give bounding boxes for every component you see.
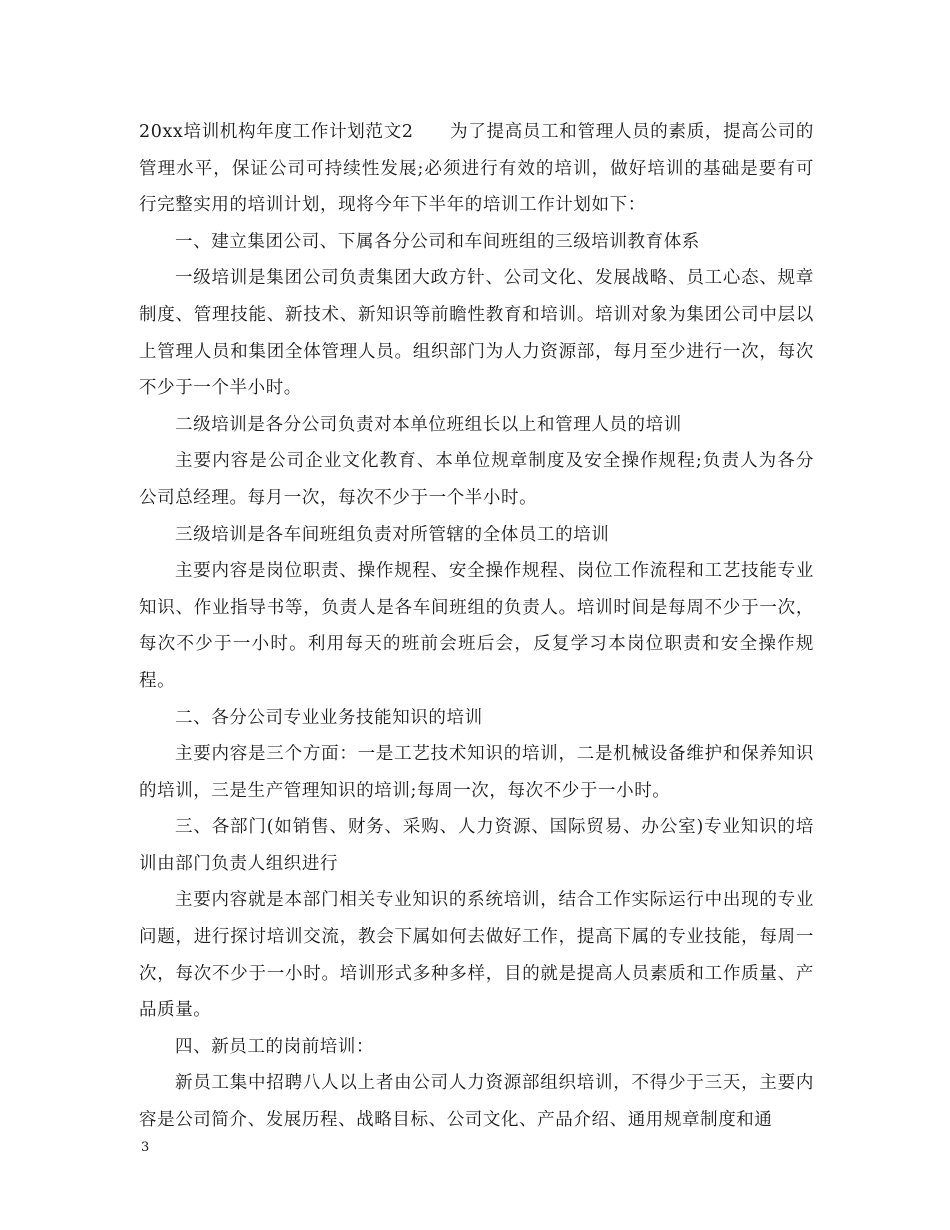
section-heading-4: 四、新员工的岗前培训：: [175, 1036, 375, 1057]
body-paragraph: 一级培训是集团公司负责集团大政方针、公司文化、发展战略、员工心态、规章制度、管理技能、新技术、新知识等前瞻性教育和培训。培训对象为集团公司中层以上管理人员和集团全体管理人员。组织部门为人力资源部，每月至少进行一次，每次不少于一个半小时。: [139, 268, 814, 399]
page-number: 3: [141, 1140, 150, 1155]
body-paragraph: 主要内容是三个方面：一是工艺技术知识的培训，二是机械设备维护和保养知识的培训，三是生产管理知识的培训;每周一次，每次不少于一小时。: [139, 744, 814, 801]
section-heading-3: 三、各部门(如销售、财务、采购、人力资源、国际贸易、办公室)专业知识的培训由部门负责人组织进行: [139, 817, 814, 874]
body-paragraph: 主要内容就是本部门相关专业知识的系统培训，结合工作实际运行中出现的专业问题，进行探讨培训交流，教会下属如何去做好工作，提高下属的专业技能，每周一次，每次不少于一小时。培训形式多种多样，目的就是提高人员素质和工作质量、产品质量。: [139, 890, 814, 1021]
subheading-paragraph: 二级培训是各分公司负责对本单位班组长以上和管理人员的培训: [175, 414, 682, 435]
body-paragraph: 主要内容是公司企业文化教育、本单位规章制度及安全操作规程;负责人为各分公司总经理。每月一次，每次不少于一个半小时。: [139, 451, 814, 508]
section-heading-2: 二、各分公司专业业务技能知识的培训: [175, 707, 483, 728]
subheading-paragraph: 三级培训是各车间班组负责对所管辖的全体员工的培训: [175, 524, 610, 545]
intro-paragraph: 20xx培训机构年度工作计划范文2 为了提高员工和管理人员的素质，提高公司的管理水平，保证公司可持续性发展;必须进行有效的培训，做好培训的基础是要有可行完整实用的培训计划，现将今年下半年的培训工作计划如下：: [139, 122, 814, 216]
section-heading-1: 一、建立集团公司、下属各分公司和车间班组的三级培训教育体系: [175, 231, 700, 252]
body-paragraph: 新员工集中招聘八人以上者由公司人力资源部组织培训，不得少于三天，主要内容是公司简介、发展历程、战略目标、公司文化、产品介绍、通用规章制度和通: [139, 1073, 814, 1131]
document-body: [139, 114, 814, 1139]
body-paragraph: 主要内容是岗位职责、操作规程、安全操作规程、岗位工作流程和工艺技能专业知识、作业指导书等，负责人是各车间班组的负责人。培训时间是每周不少于一次，每次不少于一小时。利用每天的班前会班后会，反复学习本岗位职责和安全操作规程。: [139, 561, 814, 691]
